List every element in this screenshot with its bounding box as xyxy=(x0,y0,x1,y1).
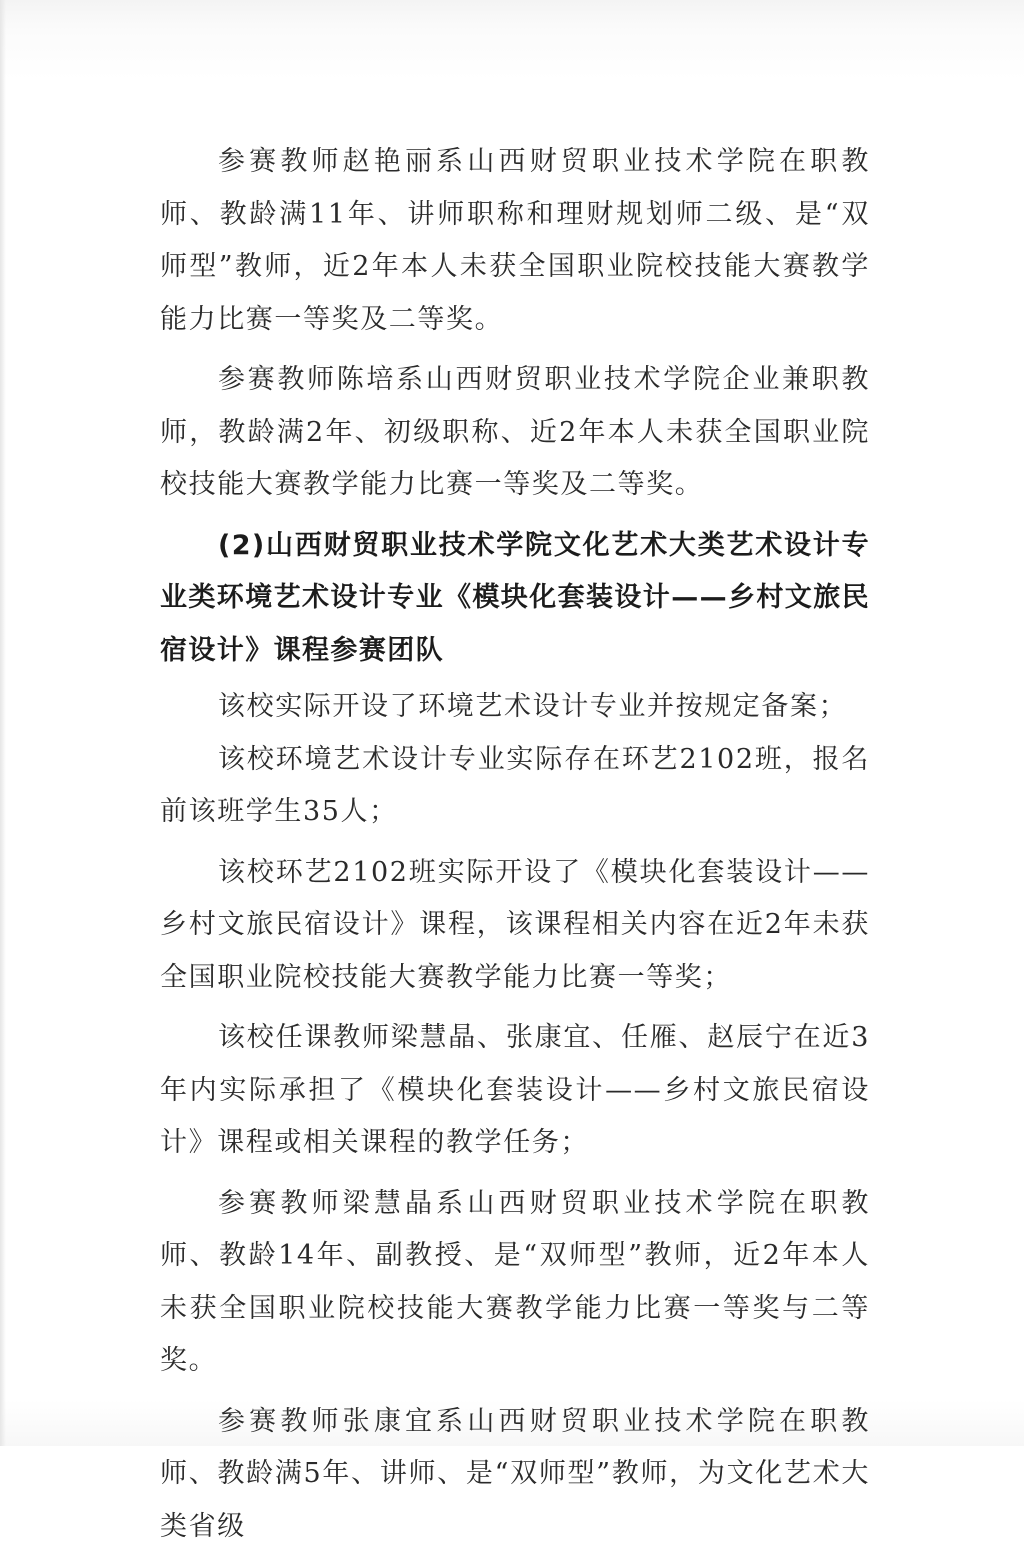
paragraph-teacher-chen: 参赛教师陈培系山西财贸职业技术学院企业兼职教师，教龄满2年、初级职称、近2年本人未获全国职业院校技能大赛教学能力比赛一等奖及二等奖。 xyxy=(160,364,870,500)
scan-edge xyxy=(0,0,6,1446)
paragraph-teacher-liang: 参赛教师梁慧晶系山西财贸职业技术学院在职教师、教龄14年、副教授、是“双师型”教师，近2年本人未获全国职业院校技能大赛教学能力比赛一等奖与二等奖。 xyxy=(160,1187,870,1376)
section-heading-team-2: (2)山西财贸职业技术学院文化艺术大类艺术设计专业类环境艺术设计专业《模块化套装设计——乡村文旅民宿设计》课程参赛团队 xyxy=(160,529,870,666)
paragraph-teacher-zhao: 参赛教师赵艳丽系山西财贸职业技术学院在职教师、教龄满11年、讲师职称和理财规划师二级、是“双师型”教师，近2年本人未获全国职业院校技能大赛教学能力比赛一等奖及二等奖。 xyxy=(160,146,870,335)
paragraph-teacher-zhang: 参赛教师张康宜系山西财贸职业技术学院在职教师、教龄满5年、讲师、是“双师型”教师，为文化艺术大类省级 xyxy=(160,1405,870,1542)
paragraph-course-teachers: 该校任课教师梁慧晶、张康宜、任雁、赵辰宁在近3年内实际承担了《模块化套装设计——乡村文旅民宿设计》课程或相关课程的教学任务； xyxy=(160,1022,870,1158)
document-body xyxy=(160,136,870,1555)
paragraph-class-exists: 该校环境艺术设计专业实际存在环艺2102班，报名前该班学生35人； xyxy=(160,743,870,827)
paragraph-course-offered: 该校环艺2102班实际开设了《模块化套装设计——乡村文旅民宿设计》课程，该课程相关内容在近2年未获全国职业院校技能大赛教学能力比赛一等奖； xyxy=(160,856,870,993)
paragraph-major-filed: 该校实际开设了环境艺术设计专业并按规定备案； xyxy=(218,691,848,722)
